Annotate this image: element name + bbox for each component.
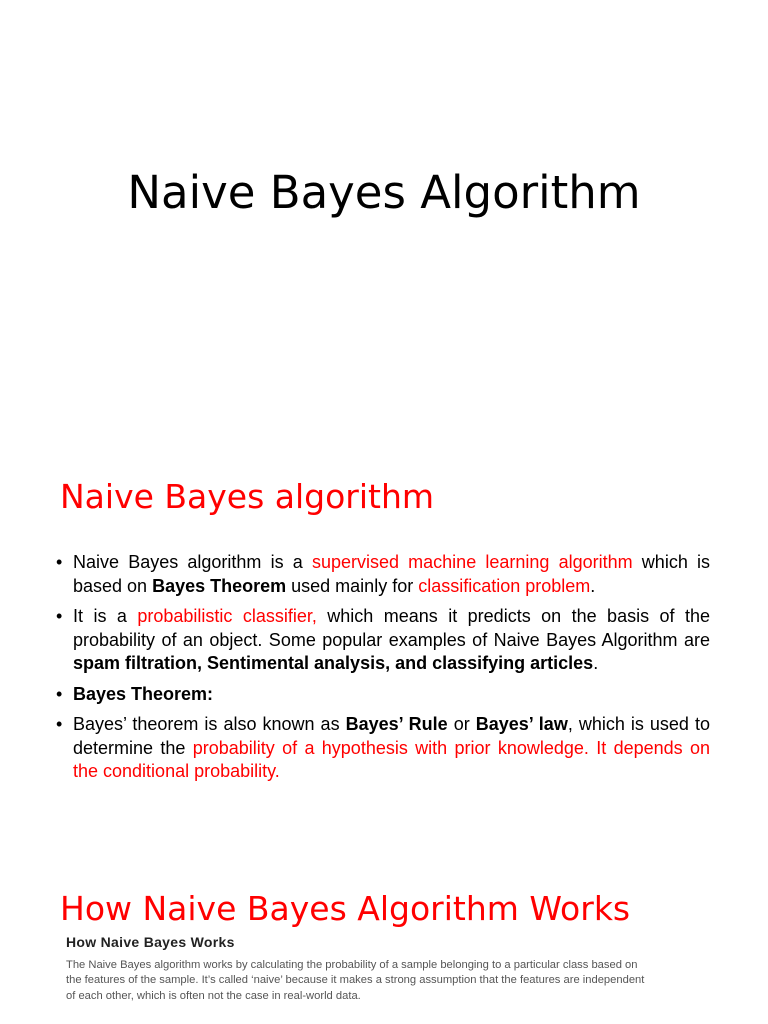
bullet-text: which is based on [73,552,711,596]
bullet-text: Bayes’ theorem is also known as [73,714,346,734]
bullet-list [56,551,710,791]
embedded-paragraph: The Naive Bayes algorithm works by calculating the probability of a sample belonging to a particular class based on the features of the sample. It’s called ‘naive’ because it makes a strong assumption that the features are independent of each other, which is often not the case in real-world data. [66,959,645,1002]
bullet-text: . [590,575,596,596]
slide-heading: How Naive Bayes Algorithm Works [60,889,631,928]
bullet-text: used mainly for [286,575,419,596]
bullet-text: It is a [73,606,138,626]
definition-slide [0,432,768,864]
bullet-dot-icon: • [56,714,63,734]
title-slide [0,0,768,432]
slide-heading: Naive Bayes algorithm [60,477,435,516]
embedded-screenshot [60,932,660,1004]
embedded-title: How Naive Bayes Works [66,934,235,950]
highlighted-term: supervised machine learning algorithm [311,552,633,572]
bullet-item [56,551,710,598]
bold-term: Bayes’ Rule [345,714,448,734]
bold-term: Bayes Theorem: [73,683,214,704]
bullet-text: or [447,714,476,734]
highlighted-term: classification problem [418,575,591,596]
presentation-title: Naive Bayes Algorithm [127,166,641,219]
bullet-item [56,713,710,784]
bullet-item [56,683,710,707]
bold-term: Bayes Theorem [152,575,287,596]
highlighted-term: probabilistic classifier, [137,606,317,626]
bullet-text: , which is used to determine the [73,714,710,758]
bullet-text: Naive Bayes algorithm is a [73,552,312,572]
bullet-text: . [593,653,599,673]
bullet-text: which means it predicts on the basis of the probability of an object. Some popular examples of Naive Bayes Algorithm are [73,606,710,650]
bullet-dot-icon: • [56,606,63,626]
bullet-dot-icon: • [56,683,63,704]
bold-term: spam filtration, Sentimental analysis, and classifying articles [73,653,594,673]
bold-term: Bayes’ law [475,714,568,734]
bullet-dot-icon: • [56,552,63,572]
how-it-works-slide [0,864,768,1024]
highlighted-term: probability of a hypothesis with prior knowledge. It depends on the conditional probability. [73,737,710,781]
bullet-item [56,605,710,676]
